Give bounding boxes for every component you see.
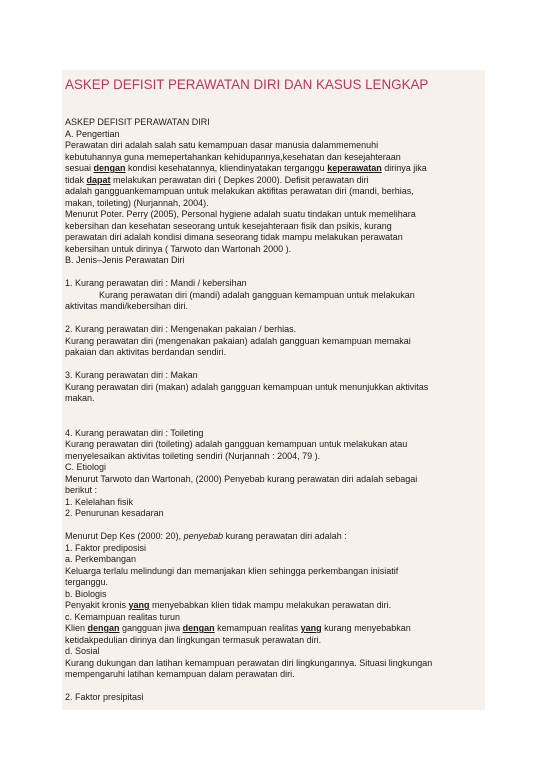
text-line: perawatan diri adalah kondisi dimana seseorang tidak mampu melakukan perawatan <box>65 232 403 242</box>
text-run: Menurut Dep Kes (2000: 20), <box>65 531 184 541</box>
section-b-heading: B. Jenis–Jenis Perawatan Diri <box>65 255 185 265</box>
text-run: Penyakit kronis <box>65 600 129 610</box>
text-run: kemampuan realitas <box>214 623 301 633</box>
text-line: kebersihan dan kesehatan seseorang untuk kesejahteraan fisik dan psikis, kurang <box>65 220 392 231</box>
text-run: sesuai <box>65 163 94 173</box>
sub-heading: b. Biologis <box>65 588 107 599</box>
text-line <box>65 600 483 612</box>
text-line: Perawatan diri adalah salah satu kemampuan dasar manusia dalammemenuhi <box>65 140 379 150</box>
keyword-link-dapat[interactable]: dapat <box>86 174 111 185</box>
text-line: Kurang perawatan diri (makan) adalah gangguan kemampuan untuk menunjukkan aktivitas <box>65 381 429 392</box>
text-run: melakukan perawatan diri ( Depkes 2000). Defisit perawatan diri <box>110 174 369 185</box>
text-line: terganggu. <box>65 577 109 587</box>
sub-heading: a. Perkembangan <box>65 554 137 564</box>
text-line: Kurang perawatan diri (toileting) adalah gangguan kemampuan untuk melakukan atau <box>65 439 408 449</box>
text-line: aktivitas mandi/kebersihan diri. <box>65 301 189 311</box>
list-item: 2. Penurunan kesadaran <box>65 508 164 518</box>
section-c-heading: C. Etiologi <box>65 462 107 472</box>
list-heading: 2. Faktor presipitasi <box>65 692 144 702</box>
text-line: Kurang dukungan dan latihan kemampuan perawatan diri lingkungannya. Situasi lingkungan <box>65 657 433 668</box>
list-heading: 4. Kurang perawatan diri : Toileting <box>65 427 204 438</box>
text-line: Keluarga terlalu melindungi dan memanjakan klien sehingga perkembangan inisiatif <box>65 565 399 576</box>
sub-heading: d. Sosial <box>65 646 100 656</box>
keyword-link-dengan[interactable]: dengan <box>182 623 215 633</box>
text-line <box>65 531 483 543</box>
keyword-link-keperawatan[interactable]: keperawatan <box>327 163 382 173</box>
text-line: menyelesaikan aktivitas toileting sendiri (Nurjannah : 2004, 79 ). <box>65 450 321 461</box>
text-line: pakaian dan aktivitas berdandan sendiri. <box>65 347 227 357</box>
text-run: tidak <box>65 174 87 185</box>
text-line: makan. <box>65 393 95 403</box>
document-title: ASKEP DEFISIT PERAWATAN DIRI DAN KASUS LENGKAP <box>65 77 429 92</box>
subtitle: ASKEP DEFISIT PERAWATAN DIRI <box>65 117 210 127</box>
sub-heading: c. Kemampuan realitas turun <box>65 611 181 622</box>
text-run: kondisi kesehatannya, kliendinyatakan terganggu <box>125 163 328 173</box>
text-line <box>65 163 483 175</box>
text-line: berikut : <box>65 485 98 495</box>
document-body <box>65 117 483 704</box>
text-run: Klien <box>65 623 88 633</box>
keyword-link-dengan[interactable]: dengan <box>87 623 120 633</box>
text-run: dirinya jika <box>381 163 427 173</box>
keyword-link-yang[interactable]: yang <box>300 623 322 633</box>
text-run: menyebabkan klien tidak mampu melakukan perawatan diri. <box>149 600 392 610</box>
keyword-link-yang[interactable]: yang <box>128 600 150 610</box>
text-line: adalah gangguankemampuan untuk melakukan aktifitas perawatan diri (mandi, berhias, <box>65 186 414 196</box>
text-line: Menurut Poter. Perry (2005), Personal hygiene adalah suatu tindakan untuk memelihara <box>65 209 416 219</box>
text-run: kurang menyebabkan <box>321 623 411 633</box>
text-line: kebersihan untuk dirinya ( Tarwoto dan Wartonah 2000 ). <box>65 243 292 254</box>
text-line: ketidakpedulian dirinya dan lingkungan termasuk perawatan diri. <box>65 634 322 645</box>
list-heading: 1. Faktor prediposisi <box>65 542 147 553</box>
text-line: makan, toileting) (Nurjannah, 2004). <box>65 197 209 208</box>
text-line: Kurang perawatan diri (mandi) adalah gangguan kemampuan untuk melakukan <box>99 289 415 300</box>
text-line <box>65 175 483 187</box>
list-item: 1. Kelelahan fisik <box>65 496 134 507</box>
text-line: mempengaruhi latihan kemampuan dalam perawatan diri. <box>65 669 295 679</box>
text-line: Kurang perawatan diri (mengenakan pakaian) adalah gangguan kemampuan memakai <box>65 335 411 346</box>
list-heading: 2. Kurang perawatan diri : Mengenakan pakaian / berhias. <box>65 324 297 334</box>
text-line: kebutuhannya guna memepertahankan kehidupannya,kesehatan dan kesejahteraan <box>65 151 401 162</box>
text-line <box>65 623 483 635</box>
keyword-link-dengan[interactable]: dengan <box>93 163 126 173</box>
document-page <box>62 70 485 710</box>
section-a-heading: A. Pengertian <box>65 128 120 139</box>
list-heading: 3. Kurang perawatan diri : Makan <box>65 370 198 380</box>
text-run: gangguan jiwa <box>119 623 183 633</box>
text-run: kurang perawatan diri adalah : <box>223 531 347 541</box>
text-run-italic: penyebab <box>183 531 224 541</box>
list-heading: 1. Kurang perawatan diri : Mandi / kebersihan <box>65 278 247 288</box>
text-line: Menurut Tarwoto dan Wartonah, (2000) Penyebab kurang perawatan diri adalah sebagai <box>65 473 418 484</box>
